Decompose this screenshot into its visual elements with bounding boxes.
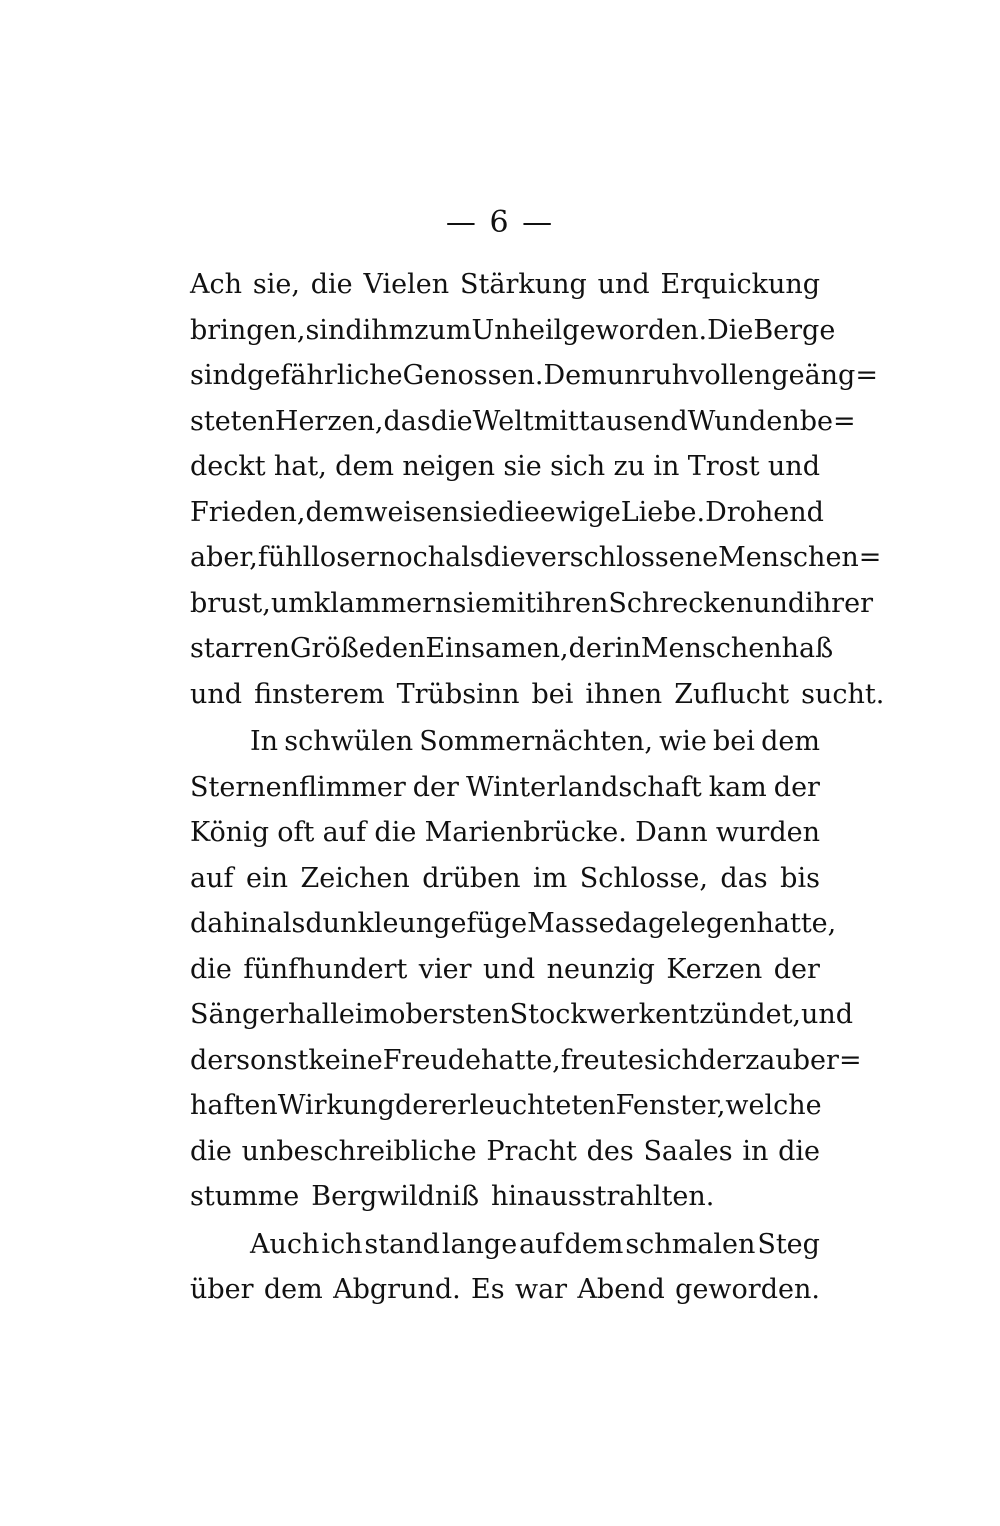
text-line: In schwülen Sommernächten, wie bei dem	[250, 726, 820, 757]
text-line: stumme Bergwildniß hinausstrahlten.	[190, 1181, 715, 1212]
text-line: über dem Abgrund. Es war Abend geworden.	[190, 1274, 820, 1305]
text-line: die unbeschreibliche Pracht des Saales in die	[190, 1135, 820, 1167]
text-line: König oft auf die Marienbrücke. Dann wurden	[190, 817, 820, 848]
text-line: Auch ich stand lange auf dem schmalen Steg	[250, 1228, 820, 1260]
text-line: der sonst keine Freude hatte, freute sich der zauber=	[190, 1044, 862, 1076]
text-line: deckt hat, dem neigen sie sich zu in Trost und	[190, 451, 820, 482]
text-line: Sternenflimmer der Winterlandschaft kam der	[190, 771, 820, 803]
text-line: aber, fühlloser noch als die verschlossene Menschen=	[190, 542, 882, 573]
text-line: Sängerhalle im obersten Stockwerk entzündet, und	[190, 999, 854, 1030]
text-line: steten Herzen, das die Welt mit tausend Wunden be=	[190, 405, 856, 437]
text-line: starren Größe den Einsamen, der in Menschenhaß	[190, 633, 834, 664]
paragraph	[190, 1222, 820, 1313]
text-line: brust, umklammern sie mit ihren Schrecken und ihrer	[190, 587, 873, 619]
text-line: auf ein Zeichen drüben im Schlosse, das bis	[190, 862, 820, 894]
body-text	[190, 262, 885, 1313]
text-line: und finsterem Trübsinn bei ihnen Zuflucht sucht.	[190, 678, 885, 710]
text-line: dahin als dunkle ungefüge Masse dagelegen hatte,	[190, 908, 837, 939]
text-line: haften Wirkung der erleuchteten Fenster, welche	[190, 1090, 822, 1121]
paragraph	[190, 262, 885, 717]
text-line: sind gefährliche Genossen. Dem unruhvollen geäng=	[190, 360, 878, 391]
text-line: die fünfhundert vier und neunzig Kerzen der	[190, 953, 820, 985]
text-line: bringen, sind ihm zum Unheil geworden. Die Berge	[190, 314, 836, 346]
page-number: — 6 —	[445, 205, 555, 240]
text-line: Ach sie, die Vielen Stärkung und Erquickung	[190, 269, 820, 300]
paragraph	[190, 719, 862, 1220]
text-line: Frieden, dem weisen sie die ewige Liebe. Drohend	[190, 496, 824, 528]
